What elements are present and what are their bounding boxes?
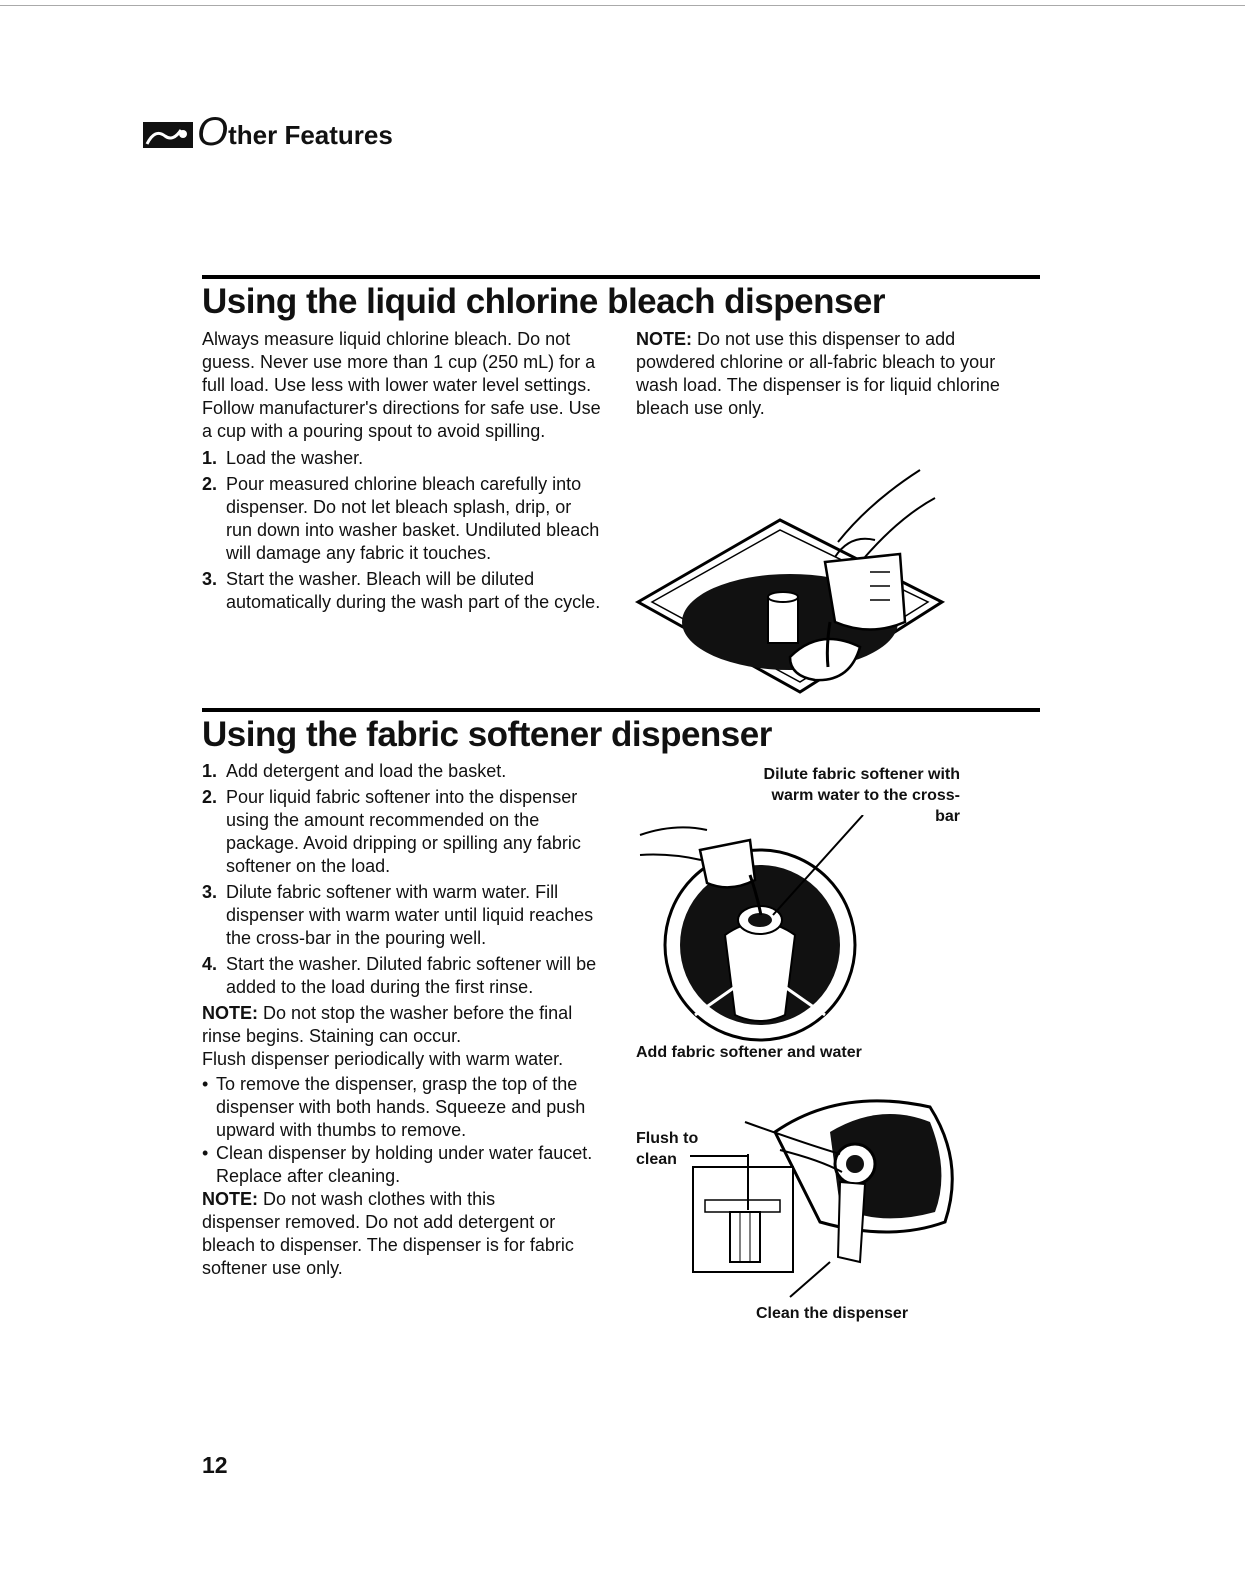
header-title: ther Features bbox=[228, 120, 393, 150]
section-header bbox=[143, 112, 393, 152]
list-item: 2. Pour liquid fabric softener into the dispenser using the amount recommended on the package. Avoid dripping or spilling any fabric softener on the load. bbox=[202, 787, 581, 876]
bleach-dispenser-illustration bbox=[630, 462, 950, 702]
bleach-steps bbox=[202, 447, 602, 614]
list-item: 1. Add detergent and load the basket. bbox=[202, 761, 507, 781]
list-item: 2. Pour measured chlorine bleach carefully into dispenser. Do not let bleach splash, drip, or run down into washer basket. Undiluted bleach will damage any fabric it touches. bbox=[202, 474, 600, 563]
dilute-callout: Dilute fabric softener with warm water to the cross-bar bbox=[763, 766, 960, 825]
softener-steps bbox=[202, 760, 612, 999]
bleach-section-title: Using the liquid chlorine bleach dispenser bbox=[202, 282, 886, 321]
add-softener-caption: Add fabric softener and water bbox=[636, 1044, 862, 1061]
list-item: 4. Start the washer. Diluted fabric softener will be added to the load during the first rinse. bbox=[202, 954, 597, 997]
softener-section-rule bbox=[202, 708, 1040, 712]
header-initial: O bbox=[197, 110, 229, 154]
note-text: Do not use this dispenser to add powdered chlorine or all-fabric bleach to your wash load. The dispenser is for liquid chlorine bleach use only. bbox=[636, 329, 1000, 418]
softener-left-column bbox=[202, 760, 612, 1280]
clean-dispenser-caption: Clean the dispenser bbox=[756, 1305, 909, 1322]
bleach-note bbox=[636, 328, 1028, 420]
bleach-intro: Always measure liquid chlorine bleach. Do not guess. Never use more than 1 cup (250 mL) for a full load. Use less with lower water level settings. Follow manufacturer's directions for safe use. Use a cup with a pouring spout to avoid spilling. bbox=[202, 329, 601, 441]
softener-note-1: NOTE: Do not stop the washer before the final rinse begins. Staining can occur. bbox=[202, 1003, 573, 1046]
softener-section-title: Using the fabric softener dispenser bbox=[202, 715, 772, 754]
add-softener-illustration bbox=[635, 815, 865, 1045]
list-item: 3. Start the washer. Bleach will be diluted automatically during the wash part of the cycle. bbox=[202, 569, 601, 612]
clean-dispenser-illustration bbox=[690, 1092, 960, 1302]
washer-logo-icon bbox=[143, 116, 193, 152]
bleach-section-rule bbox=[202, 275, 1040, 279]
page-number: 12 bbox=[202, 1452, 228, 1478]
list-item: 3. Dilute fabric softener with warm water. Fill dispenser with warm water until liquid reaches the cross-bar in the pouring well. bbox=[202, 882, 594, 948]
bleach-left-column bbox=[202, 328, 602, 617]
note-label: NOTE: bbox=[636, 329, 692, 349]
softener-note-2: NOTE: Do not wash clothes with this dispenser removed. Do not add detergent or bleach to dispenser. The dispenser is for fabric softener use only. bbox=[202, 1189, 574, 1278]
list-item: • Clean dispenser by holding under water faucet. Replace after cleaning. bbox=[202, 1143, 593, 1186]
flush-instruction: Flush dispenser periodically with warm water. bbox=[202, 1049, 564, 1069]
list-item: • To remove the dispenser, grasp the top of the dispenser with both hands. Squeeze and push upward with thumbs to remove. bbox=[202, 1074, 586, 1140]
top-edge-rule bbox=[0, 5, 1245, 6]
flush-bullets bbox=[202, 1073, 597, 1188]
list-item: 1. Load the washer. bbox=[202, 448, 364, 468]
flush-callout: Flush to clean bbox=[636, 1130, 699, 1168]
